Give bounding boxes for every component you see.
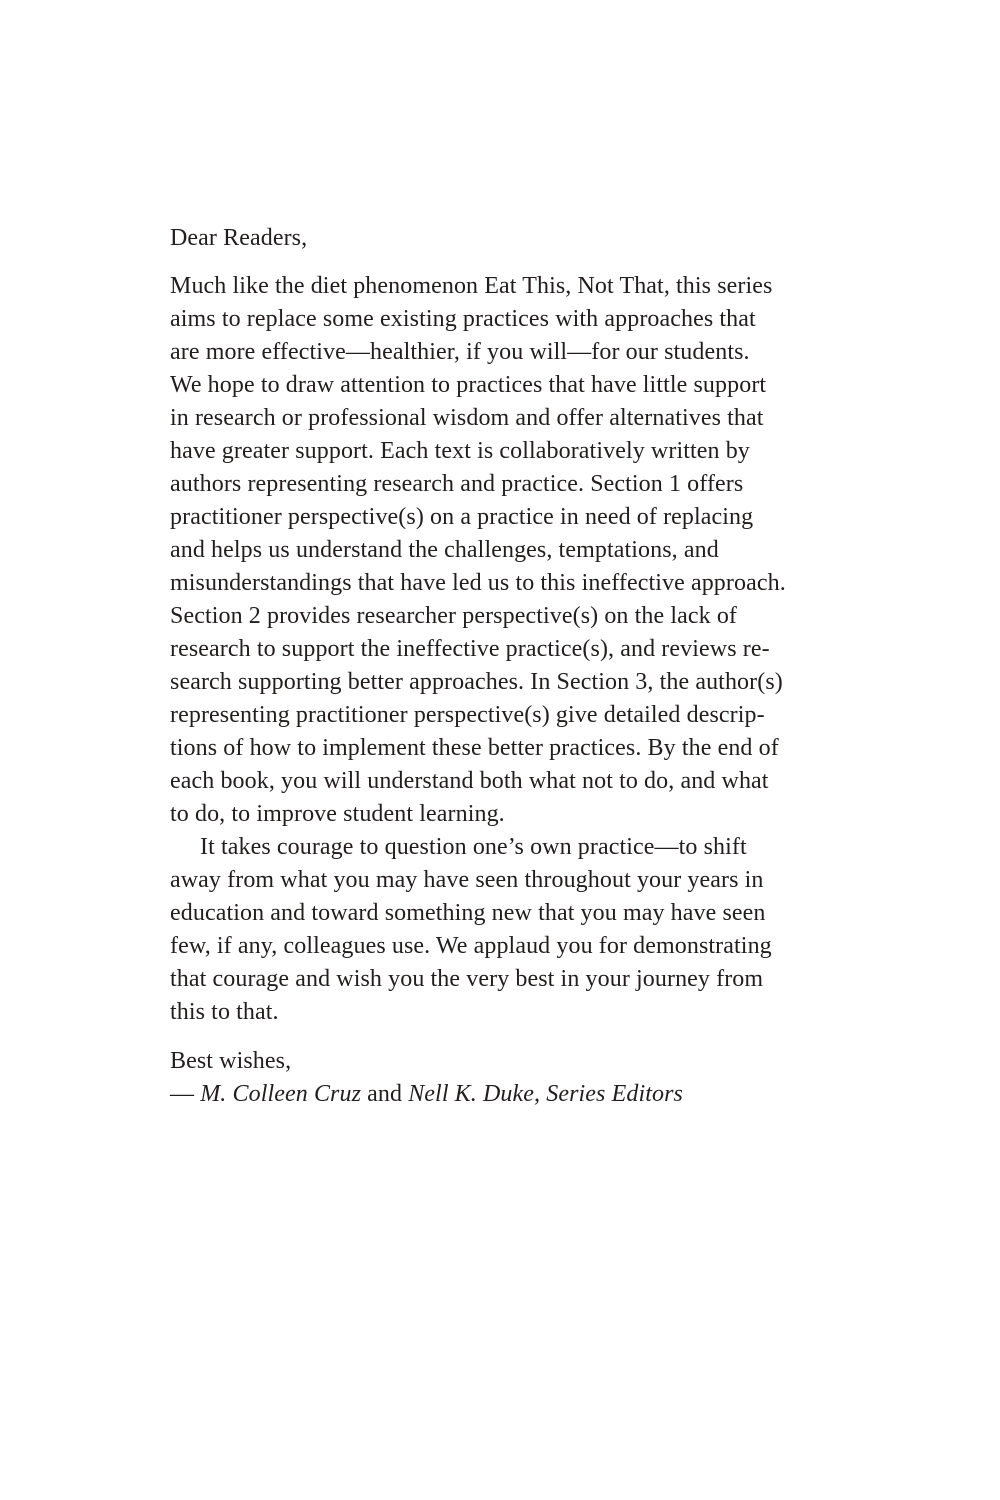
text-line: that courage and wish you the very best in your journey from xyxy=(170,966,764,992)
text-line: Much like the diet phenomenon Eat This, Not That, this series xyxy=(170,273,773,299)
text-line: and helps us understand the challenges, temptations, and xyxy=(170,537,719,563)
text-line: are more effective—healthier, if you will—for our students. xyxy=(170,339,750,365)
letter-body xyxy=(170,222,850,1111)
text-line: research to support the ineffective practice(s), and reviews re- xyxy=(170,636,770,662)
signature-text: — xyxy=(170,1081,201,1107)
text-line: practitioner perspective(s) on a practice in need of replacing xyxy=(170,504,754,530)
paragraph xyxy=(170,831,850,1029)
closing xyxy=(170,1045,850,1111)
signature-name: Nell K. Duke, Series Editors xyxy=(408,1081,683,1107)
text-line: Section 2 provides researcher perspective(s) on the lack of xyxy=(170,603,738,629)
text-line: aims to replace some existing practices with approaches that xyxy=(170,306,756,332)
text-line: We hope to draw attention to practices that have little support xyxy=(170,372,767,398)
text-line: this to that. xyxy=(170,999,279,1025)
text-line: have greater support. Each text is collaboratively written by xyxy=(170,438,750,464)
text-line: to do, to improve student learning. xyxy=(170,801,505,827)
paragraph xyxy=(170,270,850,831)
salutation: Dear Readers, xyxy=(170,225,308,251)
text-line: away from what you may have seen throughout your years in xyxy=(170,867,764,893)
signature-name: M. Colleen Cruz xyxy=(200,1081,362,1107)
text-line: few, if any, colleagues use. We applaud you for demonstrating xyxy=(170,933,772,959)
text-line: in research or professional wisdom and offer alternatives that xyxy=(170,405,764,431)
text-line: education and toward something new that you may have seen xyxy=(170,900,766,926)
signature-text: and xyxy=(361,1081,409,1107)
text-line: authors representing research and practice. Section 1 offers xyxy=(170,471,744,497)
text-line: search supporting better approaches. In Section 3, the author(s) xyxy=(170,669,783,695)
text-line: It takes courage to question one’s own practice—to shift xyxy=(200,834,747,860)
text-line: each book, you will understand both what not to do, and what xyxy=(170,768,769,794)
valediction: Best wishes, xyxy=(170,1048,292,1074)
text-line: representing practitioner perspective(s) give detailed descrip- xyxy=(170,702,765,728)
text-line: misunderstandings that have led us to this ineffective approach. xyxy=(170,570,786,596)
text-line: tions of how to implement these better practices. By the end of xyxy=(170,735,779,761)
signature-line xyxy=(170,1078,850,1111)
letter-paragraphs xyxy=(170,270,850,1029)
